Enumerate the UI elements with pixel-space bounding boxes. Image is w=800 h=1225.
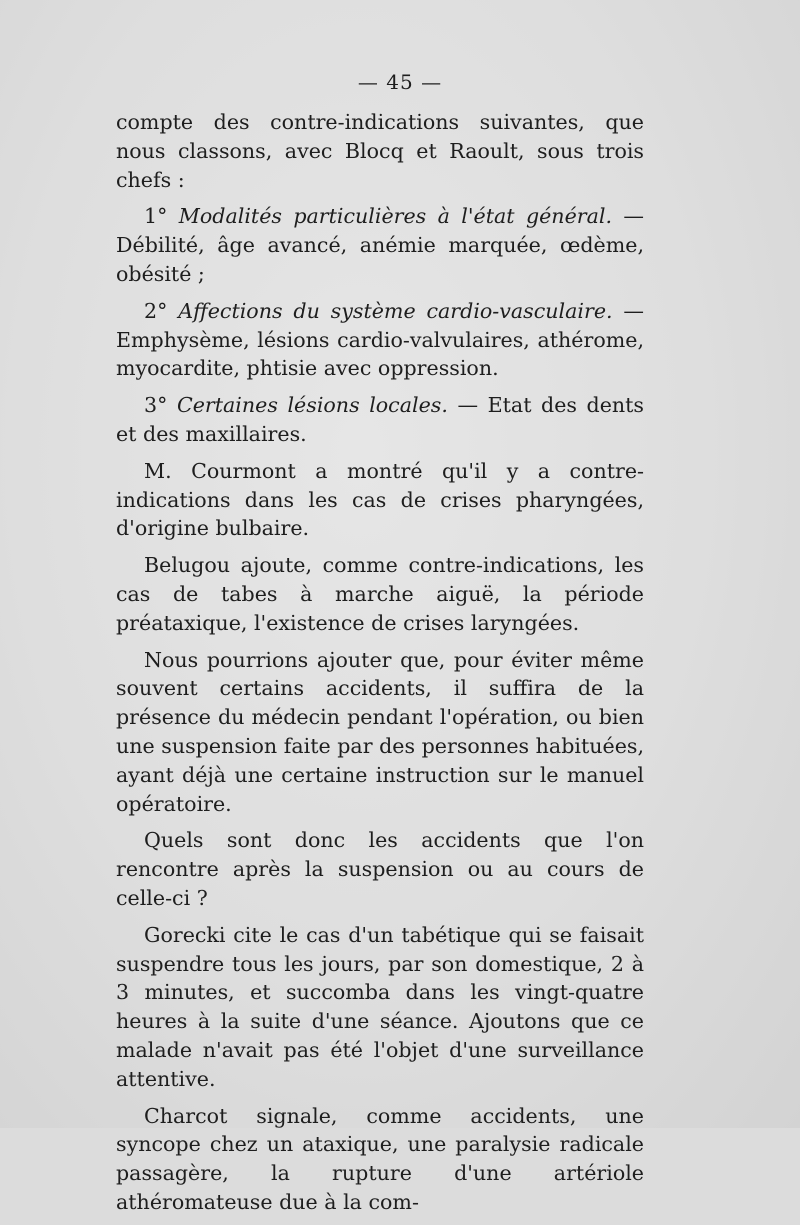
paragraph: Charcot signale, comme accidents, une syncope chez un ataxique, une paralysie radicale passagère, la rupture d'une artériole athéromateuse due à la com- bbox=[116, 1103, 644, 1214]
paragraph: Gorecki cite le cas d'un tabétique qui se faisait suspendre tous les jours, par son domestique, 2 à 3 minutes, et succomba dans les vingt-quatre heures à la suite d'une séance. Ajoutons que ce malade n'avait pas été l'objet d'une surveillance attentive. bbox=[116, 922, 644, 1091]
body-text bbox=[116, 108, 644, 1225]
list-item-text: — Etat des dents et des maxillaires. bbox=[116, 393, 645, 446]
paragraph: Nous pourrions ajouter que, pour éviter même souvent certains accidents, il suffira de la présence du médecin pendant l'opération, ou bien une suspension faite par des personnes habituées, ayant déjà une certaine instruction sur le manuel opératoire. bbox=[116, 647, 644, 816]
list-item bbox=[116, 391, 644, 449]
list-item-title: Affections du système cardio-vasculaire. bbox=[178, 298, 613, 323]
list-item-title: Certaines lésions locales. bbox=[176, 393, 448, 418]
page-number: — 45 — bbox=[357, 70, 443, 94]
paragraph: Quels sont donc les accidents que l'on rencontre après la suspension ou au cours de celle-ci ? bbox=[116, 828, 644, 910]
paragraph: Belugou ajoute, comme contre-indications, les cas de tabes à marche aiguë, la période préataxique, l'existence de crises laryngées. bbox=[116, 553, 644, 635]
list-number: 1° bbox=[144, 204, 168, 229]
list-item bbox=[116, 297, 644, 383]
list-number: 2° bbox=[144, 298, 168, 323]
list-item-text: — Emphysème, lésions cardio-valvulaires, athérome, myocardite, phtisie avec oppression. bbox=[116, 298, 645, 381]
list-item-title: Modalités particulières à l'état général. bbox=[178, 204, 613, 229]
paragraph: compte des contre-indications suivantes, que nous classons, avec Blocq et Raoult, sous trois chefs : bbox=[116, 110, 644, 192]
list-number: 3° bbox=[144, 393, 168, 418]
paragraph: M. Courmont a montré qu'il y a contre-indications dans les cas de crises pharyngées, d'origine bulbaire. bbox=[116, 458, 644, 541]
list-item bbox=[116, 202, 644, 288]
list-item-text: — Débilité, âge avancé, anémie marquée, œdème, obésité ; bbox=[116, 204, 645, 286]
